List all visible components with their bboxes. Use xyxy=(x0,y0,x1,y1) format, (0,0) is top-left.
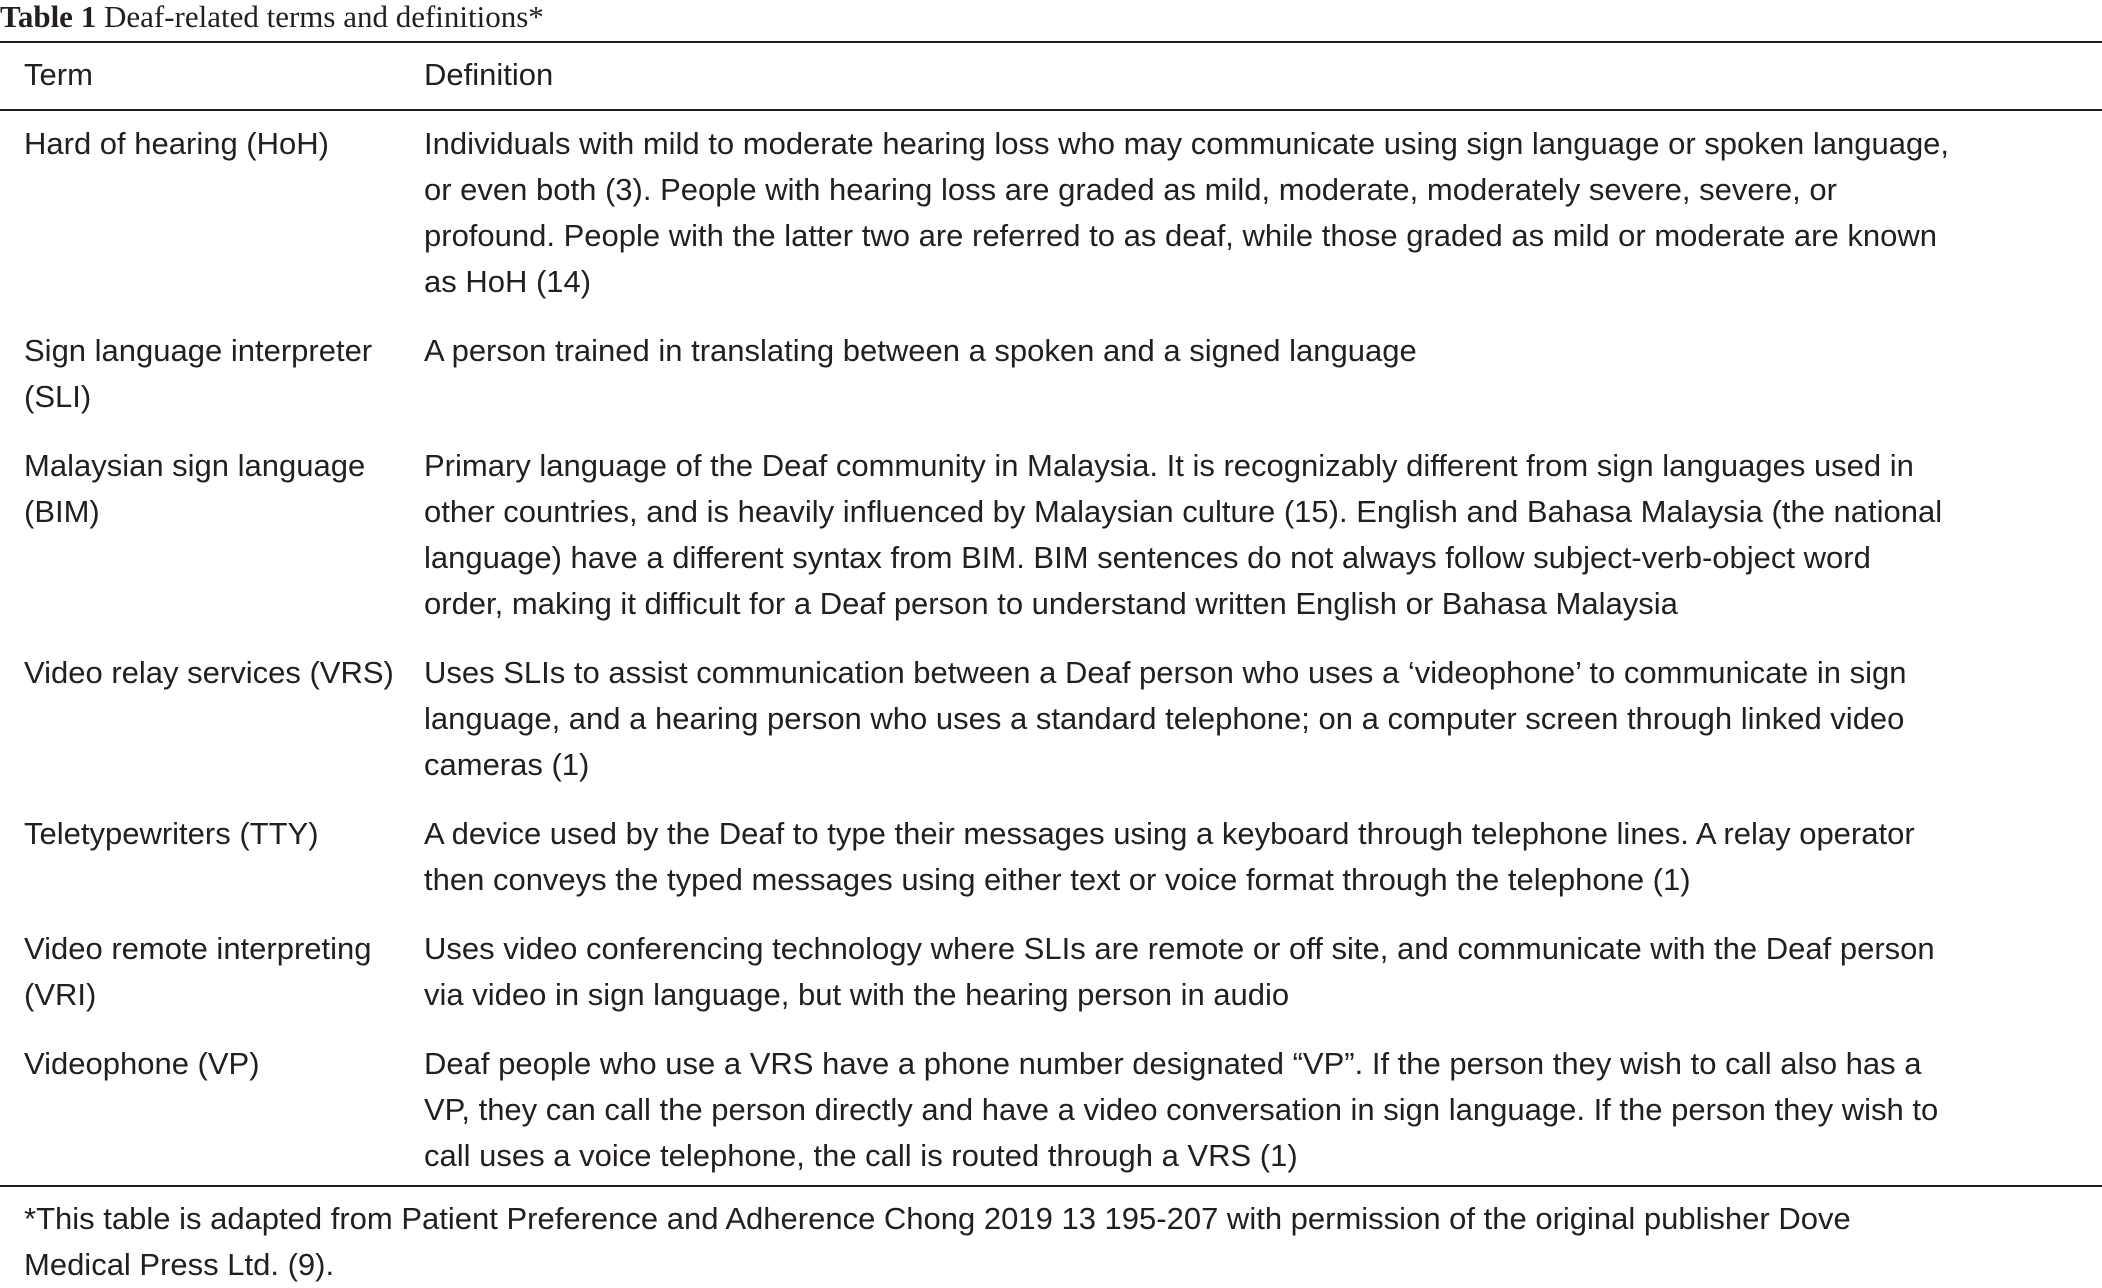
definition-line: language, and a hearing person who uses a standard telephone; on a computer screen through linked video xyxy=(424,701,1905,736)
definition-line: other countries, and is heavily influenced by Malaysian culture (15). English and Bahasa Malaysia (the national xyxy=(424,494,1943,529)
definition-line: profound. People with the latter two are referred to as deaf, while those graded as mild or moderate are known xyxy=(424,218,1937,253)
table-number: Table 1 xyxy=(0,0,97,34)
term-line: Hard of hearing (HoH) xyxy=(24,126,329,161)
term-cell xyxy=(24,121,414,167)
term-line: (VRI) xyxy=(24,977,97,1012)
definition-line: Deaf people who use a VRS have a phone number designated “VP”. If the person they wish to call also has a xyxy=(424,1046,1922,1081)
definition-line: order, making it difficult for a Deaf person to understand written English or Bahasa Malaysia xyxy=(424,586,1678,621)
term-cell xyxy=(24,926,414,1018)
term-line: (BIM) xyxy=(24,494,100,529)
term-line: Video relay services (VRS) xyxy=(24,655,394,690)
definition-line: then conveys the typed messages using either text or voice format through the telephone (1) xyxy=(424,862,1691,897)
footnote-line: Medical Press Ltd. (9). xyxy=(24,1247,335,1282)
definition-line: A person trained in translating between a spoken and a signed language xyxy=(424,333,1417,368)
header-rule xyxy=(0,109,2102,111)
table-row xyxy=(0,1041,2102,1202)
definition-cell xyxy=(424,328,2089,374)
definition-line: Uses SLIs to assist communication between a Deaf person who uses a ‘videophone’ to communicate in sign xyxy=(424,655,1907,690)
term-line: Teletypewriters (TTY) xyxy=(24,816,319,851)
table-header-row xyxy=(0,52,2102,98)
table-row xyxy=(0,328,2102,443)
term-cell xyxy=(24,650,414,696)
table-row xyxy=(0,926,2102,1041)
term-cell xyxy=(24,443,414,535)
definition-line: via video in sign language, but with the hearing person in audio xyxy=(424,977,1290,1012)
term-line: Malaysian sign language xyxy=(24,448,366,483)
term-line: Videophone (VP) xyxy=(24,1046,260,1081)
table-title: Deaf-related terms and definitions* xyxy=(103,0,544,34)
table-row xyxy=(0,443,2102,650)
definition-line: language) have a different syntax from BIM. BIM sentences do not always follow subject-verb-object word xyxy=(424,540,1871,575)
definition-cell xyxy=(424,1041,2089,1179)
table-body xyxy=(0,121,2102,1202)
bottom-rule xyxy=(0,1185,2102,1187)
definition-line: Primary language of the Deaf community in Malaysia. It is recognizably different from sign languages used in xyxy=(424,448,1914,483)
definition-line: VP, they can call the person directly and have a video conversation in sign language. If the person they wish to xyxy=(424,1092,1939,1127)
definition-line: Uses video conferencing technology where SLIs are remote or off site, and communicate with the Deaf person xyxy=(424,931,1935,966)
definition-line: cameras (1) xyxy=(424,747,590,782)
definition-line: as HoH (14) xyxy=(424,264,592,299)
table-row xyxy=(0,811,2102,926)
table-row xyxy=(0,121,2102,328)
definition-cell xyxy=(424,121,2089,305)
table-row xyxy=(0,650,2102,811)
term-cell xyxy=(24,1041,414,1087)
definition-cell xyxy=(424,443,2089,627)
table-caption xyxy=(0,0,544,38)
top-rule xyxy=(0,41,2102,43)
term-cell xyxy=(24,811,414,857)
term-line: Sign language interpreter xyxy=(24,333,373,368)
definition-cell xyxy=(424,811,2089,903)
definition-line: Individuals with mild to moderate hearing loss who may communicate using sign language or spoken language, xyxy=(424,126,1950,161)
footnote-line: *This table is adapted from Patient Preference and Adherence Chong 2019 13 195-207 with permission of the original publisher Dove xyxy=(24,1201,1851,1236)
definition-cell xyxy=(424,650,2089,788)
term-line: (SLI) xyxy=(24,379,92,414)
definition-cell xyxy=(424,926,2089,1018)
table-footnote xyxy=(24,1196,2084,1288)
header-definition: Definition xyxy=(424,57,554,92)
header-term: Term xyxy=(24,57,93,92)
definition-line: A device used by the Deaf to type their messages using a keyboard through telephone lines. A relay operator xyxy=(424,816,1915,851)
term-line: Video remote interpreting xyxy=(24,931,372,966)
term-cell xyxy=(24,328,414,420)
definition-line: or even both (3). People with hearing loss are graded as mild, moderate, moderately severe, severe, or xyxy=(424,172,1837,207)
definition-line: call uses a voice telephone, the call is routed through a VRS (1) xyxy=(424,1138,1298,1173)
